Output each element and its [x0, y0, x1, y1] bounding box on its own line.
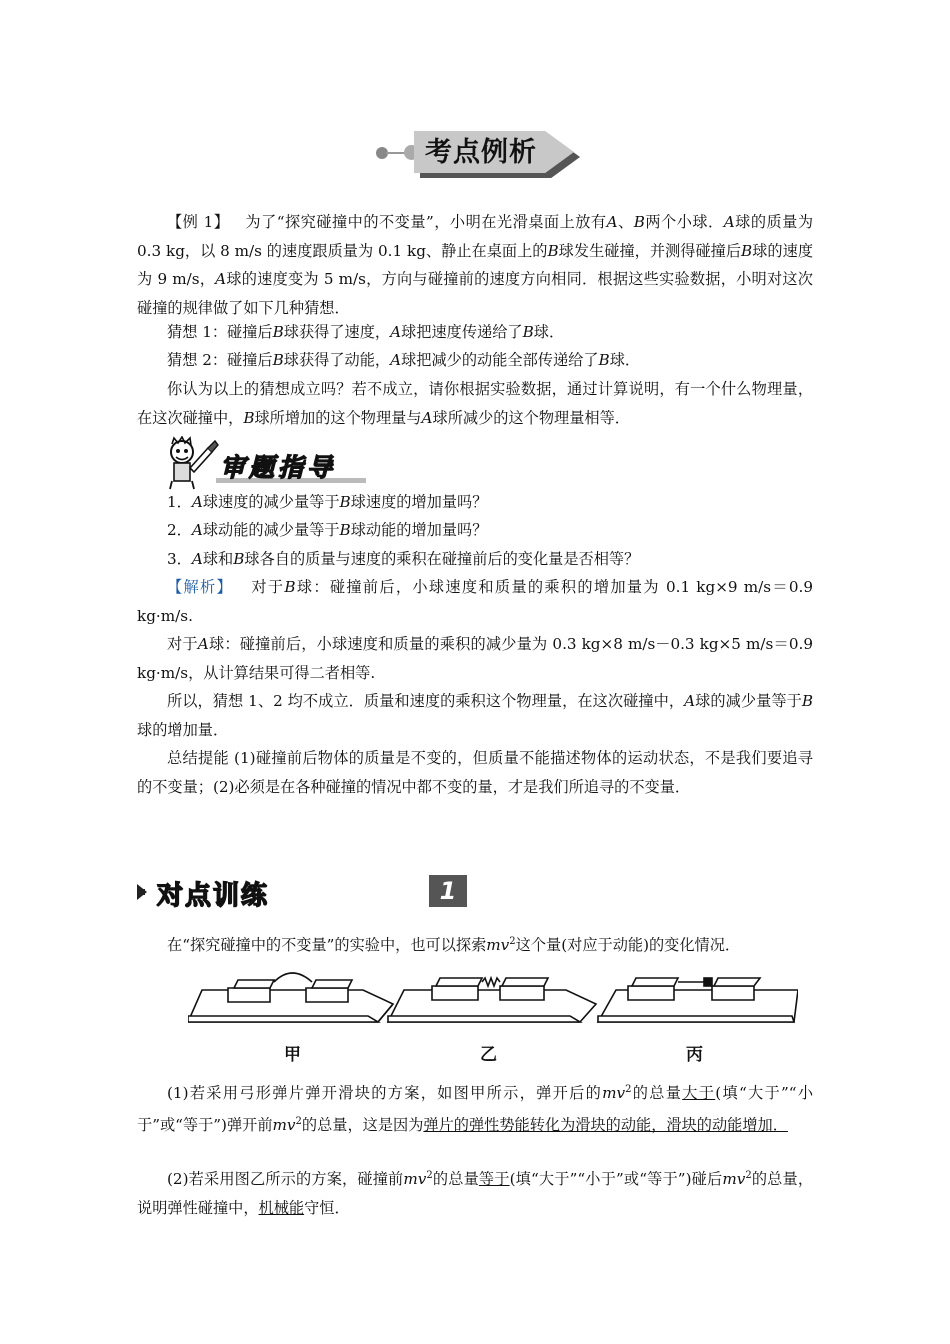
answer-blank: 等于 — [478, 1170, 510, 1189]
question-paragraph: 你认为以上的猜想成立吗？若不成立，请你根据实验数据，通过计算说明，有一个什么物理量，在这次碰撞中，B球所增加的这个物理量与A球所减少的这个物理量相等． — [137, 380, 813, 427]
section-banner — [376, 128, 576, 178]
review-guide-header — [168, 440, 368, 486]
track-yi — [388, 978, 596, 1022]
guide-item-3: 3．A球和B球各自的质量与速度的乘积在碰撞前后的变化量是否相等？ — [167, 550, 640, 568]
analysis-tag: 【解析】 — [167, 578, 233, 596]
training-title: 对点训练 — [157, 881, 270, 911]
example-paragraph: 【例 1】 为了“探究碰撞中的不变量”，小明在光滑桌面上放有A、B两个小球．A球的质量为 0.3 kg，以 8 m/s 的速度跟质量为 0.1 kg、静止在桌面上的B球发生碰撞，并测得碰撞后B球的速度为 9 m/s，A球的速度变为 5 m/s，方向与碰撞前的速度方向相同．根据这些实验数据，小明对这次碰撞的规律做了如下几种猜想． — [137, 213, 814, 317]
figure-caption-bing: 丙 — [686, 1045, 703, 1065]
guide-title: 审题指导 — [220, 453, 337, 482]
analysis-paragraph-3: 所以，猜想 1、2 均不成立．质量和速度的乘积这个物理量，在这次碰撞中，A球的减少量等于B球的增加量． — [137, 692, 814, 739]
arrow-right-icon — [137, 884, 147, 900]
training-intro: 在“探究碰撞中的不变量”的实验中，也可以探索$mv^2$这个量(对应于动能)的变化情况． — [167, 936, 741, 955]
analysis-paragraph-1: 【解析】 对于B球：碰撞前后，小球速度和质量的乘积的增加量为 0.1 kg×9 m/s＝0.9 kg·m/s. — [137, 578, 814, 625]
analysis-paragraph-2: 对于A球：碰撞前后，小球速度和质量的乘积的减少量为 0.3 kg×8 m/s－0.3 kg×5 m/s＝0.9 kg·m/s，从计算结果可得二者相等. — [137, 635, 814, 682]
training-question-2: (2)若采用图乙所示的方案，碰撞前$mv^2$的总量等于(填“大于”“小于”或“等于”)碰后$mv^2$的总量，说明弹性碰撞中，机械能守恒． — [137, 1170, 814, 1217]
answer-blank: 机械能 — [258, 1198, 305, 1217]
guide-item-2: 2．A球动能的减少量等于B球动能的增加量吗？ — [167, 521, 488, 539]
summary-paragraph: 总结提能 (1)碰撞前后物体的质量是不变的，但质量不能描述物体的运动状态，不是我们要追寻的不变量；(2)必须是在各种碰撞的情况中都不变的量，才是我们所追寻的不变量． — [137, 749, 813, 796]
banner-title: 考点例析 — [425, 137, 537, 168]
example-tag: 【例 1】 — [167, 213, 230, 231]
figure-caption-yi: 乙 — [480, 1045, 497, 1065]
track-bing — [598, 978, 798, 1022]
track-jia — [188, 973, 393, 1022]
answer-blank: 大于 — [682, 1084, 716, 1103]
training-number: 1 — [429, 875, 467, 907]
answer-blank: 弹片的弹性势能转化为滑块的动能，滑块的动能增加． — [423, 1115, 788, 1134]
figure-caption-jia: 甲 — [284, 1045, 301, 1065]
guess-2: 猜想 2：碰撞后B球获得了动能，A球把减少的动能全部传递给了B球． — [167, 351, 641, 369]
experiment-figure — [188, 972, 798, 1032]
training-header — [137, 874, 457, 911]
training-question-1: (1)若采用弓形弹片弹开滑块的方案，如图甲所示，弹开后的$mv^2$的总量大于(填“大于”“小于”或“等于”)弹开前$mv^2$的总量，这是因为弹片的弹性势能转化为滑块的动能，滑块的动能增加． — [137, 1084, 814, 1134]
guide-item-1: 1．A球速度的减少量等于B球速度的增加量吗？ — [167, 493, 488, 511]
guess-1: 猜想 1：碰撞后B球获得了速度，A球把速度传递给了B球． — [167, 323, 565, 341]
